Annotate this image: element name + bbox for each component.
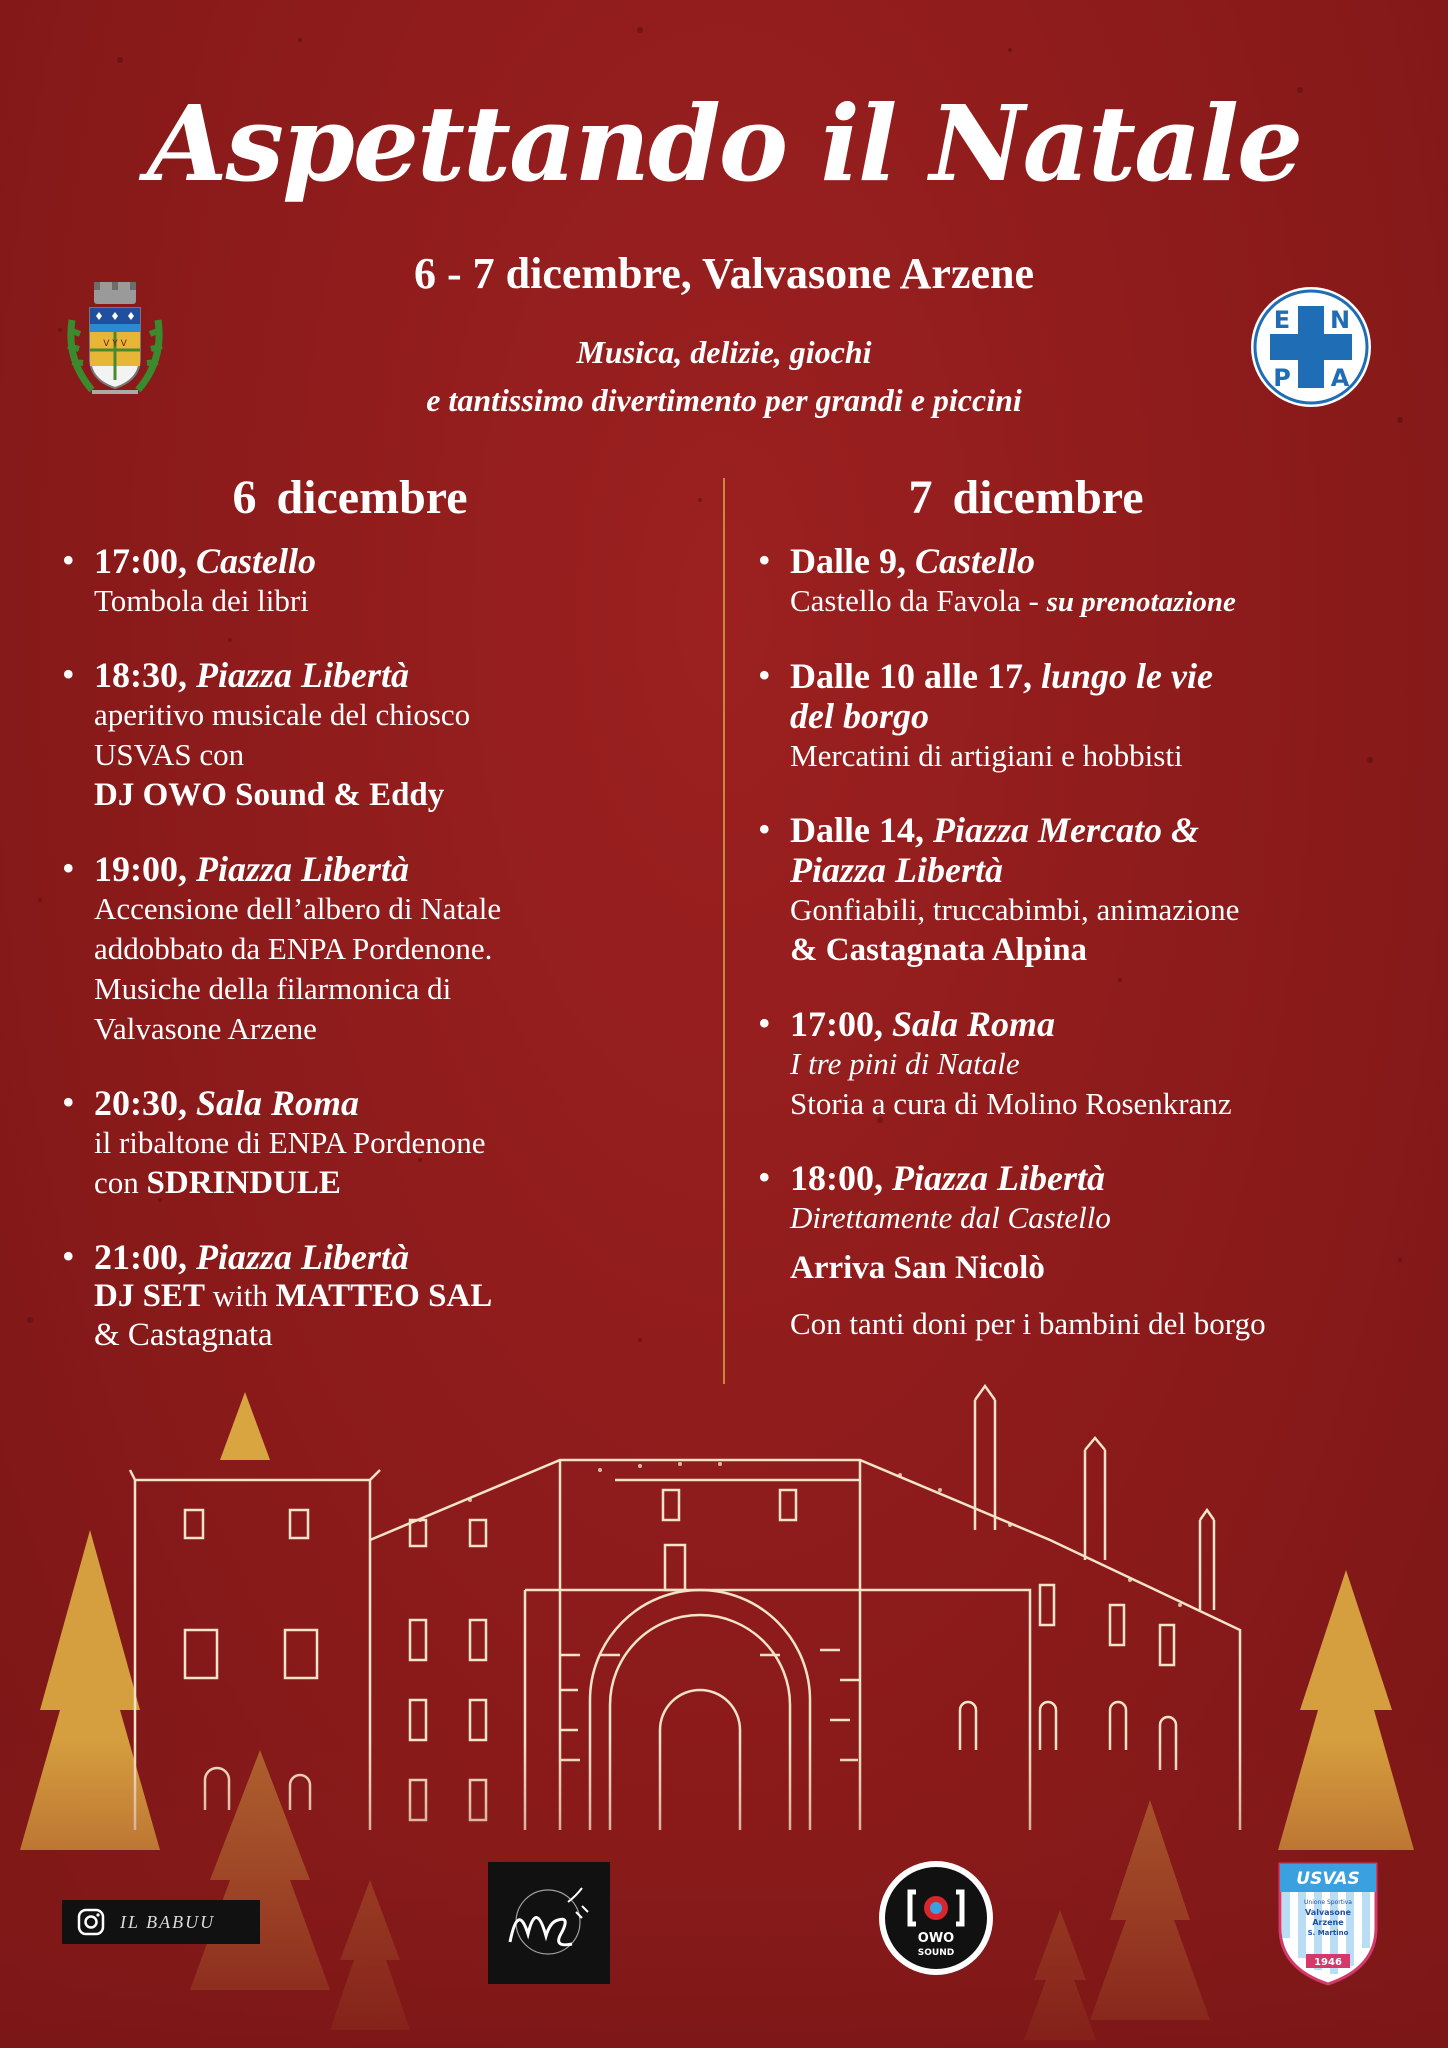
svg-text:Unione Sportiva: Unione Sportiva bbox=[1304, 1899, 1352, 1906]
castle-illustration bbox=[0, 1380, 1448, 2048]
svg-text:S. Martino: S. Martino bbox=[1307, 1929, 1349, 1937]
event-item bbox=[756, 1158, 1416, 1344]
event-subtitle: I tre pini di Natale bbox=[790, 1046, 1020, 1081]
poster-title: Aspettando il Natale bbox=[146, 82, 1302, 205]
event-description: DJ SET with MATTEO SAL bbox=[94, 1278, 493, 1314]
event-item bbox=[756, 1004, 1416, 1124]
event-item bbox=[60, 1237, 700, 1355]
svg-text:SOUND: SOUND bbox=[917, 1948, 955, 1958]
event-heading: • Dalle 14, Piazza Mercato & bbox=[790, 810, 1199, 850]
event-subtitle: Direttamente dal Castello bbox=[790, 1200, 1111, 1235]
event-description: Accensione dell’albero di Natale bbox=[94, 891, 502, 926]
owo-sound-logo-icon bbox=[878, 1860, 994, 1976]
event-item bbox=[756, 541, 1416, 622]
event-description: Musiche della filarmonica di bbox=[94, 971, 452, 1006]
event-item bbox=[60, 849, 700, 1049]
event-performer: DJ OWO Sound & Eddy bbox=[94, 777, 445, 813]
event-description: Valvasone Arzene bbox=[94, 1011, 317, 1046]
svg-text:A: A bbox=[1330, 364, 1350, 392]
svg-text:1946: 1946 bbox=[1314, 1957, 1342, 1968]
svg-text:P: P bbox=[1273, 364, 1291, 392]
event-description: Storia a cura di Molino Rosenkranz bbox=[790, 1086, 1232, 1121]
event-item bbox=[756, 810, 1416, 970]
svg-text:Arzene: Arzene bbox=[1312, 1918, 1344, 1927]
event-item bbox=[60, 541, 700, 621]
event-heading: • 17:00, Castello bbox=[94, 541, 317, 581]
svg-text:USVAS: USVAS bbox=[1296, 1869, 1360, 1889]
event-performer: SDRINDULE bbox=[146, 1165, 341, 1201]
schedule-day-1 bbox=[60, 470, 700, 1389]
event-description: Tombola dei libri bbox=[94, 583, 309, 618]
day-1-heading: 6 dicembre bbox=[232, 471, 468, 524]
event-highlight: Arriva San Nicolò bbox=[790, 1250, 1045, 1286]
instagram-handle-badge[interactable] bbox=[62, 1900, 260, 1944]
event-item bbox=[60, 655, 700, 815]
event-heading-cont: Piazza Libertà bbox=[790, 850, 1003, 890]
event-description: aperitivo musicale del chiosco bbox=[94, 697, 471, 732]
tagline-line-2: e tantissimo divertimento per grandi e piccini bbox=[426, 382, 1022, 418]
instagram-icon bbox=[76, 1907, 106, 1937]
event-heading: • 18:00, Piazza Libertà bbox=[790, 1158, 1105, 1198]
event-heading: • Dalle 9, Castello bbox=[790, 541, 1035, 581]
tagline-line-1: Musica, delizie, giochi bbox=[576, 334, 872, 370]
event-dates-place: 6 - 7 dicembre, Valvasone Arzene bbox=[413, 249, 1035, 298]
enpa-logo-icon bbox=[1248, 284, 1374, 410]
event-description: Mercatini di artigiani e hobbisti bbox=[790, 738, 1183, 773]
event-heading: • 19:00, Piazza Libertà bbox=[94, 849, 409, 889]
svg-text:N: N bbox=[1329, 306, 1351, 334]
schedule-day-2 bbox=[756, 470, 1416, 1378]
svg-text:V Y V: V Y V bbox=[103, 339, 127, 349]
column-divider bbox=[723, 478, 725, 1384]
event-heading: • 17:00, Sala Roma bbox=[790, 1004, 1056, 1044]
event-highlight: & Castagnata Alpina bbox=[790, 932, 1088, 968]
event-description: addobbato da ENPA Pordenone. bbox=[94, 931, 493, 966]
event-description: Castello da Favola - su prenotazione bbox=[790, 583, 1236, 618]
municipal-coat-of-arms-icon bbox=[62, 280, 168, 406]
event-heading: • Dalle 10 alle 17, lungo le vie bbox=[790, 656, 1213, 696]
event-description: Gonfiabili, truccabimbi, animazione bbox=[790, 892, 1240, 927]
event-heading: • 18:30, Piazza Libertà bbox=[94, 655, 409, 695]
event-heading-cont: del borgo bbox=[790, 696, 929, 736]
instagram-handle-text: IL BABUU bbox=[120, 1911, 216, 1932]
event-heading: • 20:30, Sala Roma bbox=[94, 1083, 360, 1123]
usvas-club-crest-icon bbox=[1276, 1858, 1380, 1988]
event-description: Con tanti doni per i bambini del borgo bbox=[790, 1306, 1266, 1341]
ms-signature-logo-icon bbox=[488, 1862, 610, 1984]
event-heading: • 21:00, Piazza Libertà bbox=[94, 1237, 409, 1277]
day-2-heading: 7 dicembre bbox=[908, 471, 1144, 524]
event-description: con SDRINDULE bbox=[94, 1165, 341, 1201]
svg-text:E: E bbox=[1273, 306, 1291, 334]
event-item bbox=[60, 1083, 700, 1203]
event-item bbox=[756, 656, 1416, 776]
event-description: il ribaltone di ENPA Pordenone bbox=[94, 1125, 486, 1160]
svg-text:Valvasone: Valvasone bbox=[1305, 1908, 1351, 1917]
event-description: USVAS con bbox=[94, 737, 245, 772]
event-description: & Castagnata bbox=[94, 1317, 273, 1353]
svg-text:OWO: OWO bbox=[917, 1931, 955, 1946]
